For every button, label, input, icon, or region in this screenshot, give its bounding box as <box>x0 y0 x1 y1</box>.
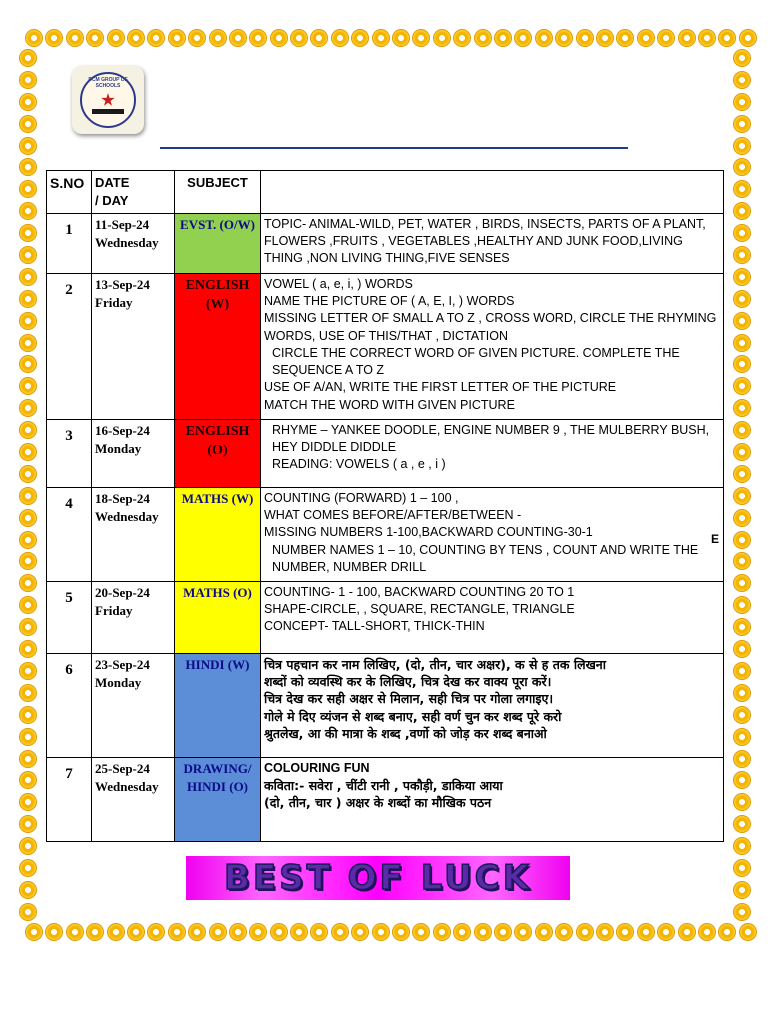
flower-icon <box>719 30 735 46</box>
row-subject: MATHS (W) <box>175 487 261 581</box>
flower-icon <box>658 924 674 940</box>
flower-icon <box>475 30 491 46</box>
row-topics <box>261 653 724 757</box>
flower-icon <box>679 30 695 46</box>
row-topics <box>261 581 724 653</box>
row-topics <box>261 419 724 487</box>
best-of-luck-banner <box>186 856 570 900</box>
row-date: 20-Sep-24 <box>95 584 150 600</box>
flower-icon <box>20 532 36 548</box>
topic-line: READING: VOWELS ( a , e , i ) <box>272 457 446 472</box>
flower-icon <box>20 553 36 569</box>
logo-band <box>92 109 124 114</box>
topic-line: चित्र पहचान कर नाम लिखिए, (दो, तीन, चार अक्षर), क से ह तक लिखना <box>264 656 606 672</box>
flower-icon <box>454 924 470 940</box>
flower-icon <box>20 575 36 591</box>
flower-icon <box>46 30 62 46</box>
row-date: 25-Sep-24 <box>95 760 150 776</box>
flower-icon <box>734 72 750 88</box>
flower-icon <box>20 619 36 635</box>
flower-icon <box>189 924 205 940</box>
flower-icon <box>108 30 124 46</box>
flower-icon <box>734 685 750 701</box>
flower-icon <box>46 924 62 940</box>
flower-icon <box>734 663 750 679</box>
row-date: 11-Sep-24 <box>95 216 150 232</box>
flower-icon <box>352 924 368 940</box>
header-subject: SUBJECT <box>175 171 261 214</box>
flower-icon <box>734 94 750 110</box>
topic-line: चित्र देख कर सही अक्षर से मिलान, सही चित्र पर गोला लगाइए। <box>264 691 554 707</box>
row-number: 6 <box>47 653 92 757</box>
flower-icon <box>638 924 654 940</box>
table-row <box>47 273 724 419</box>
topic-line: SHAPE-CIRCLE, , SQUARE, RECTANGLE, TRIANGLE <box>264 602 575 617</box>
flower-icon <box>734 247 750 263</box>
table-row <box>47 581 724 653</box>
flower-icon <box>169 30 185 46</box>
flower-icon <box>556 924 572 940</box>
row-topics <box>261 213 724 273</box>
logo-seal-icon <box>80 72 136 128</box>
flower-icon <box>556 30 572 46</box>
flower-icon <box>20 510 36 526</box>
flower-icon <box>734 816 750 832</box>
header-date-label: DATE <box>95 175 130 190</box>
flower-icon <box>67 924 83 940</box>
row-day: Friday <box>95 294 133 310</box>
table-row <box>47 757 724 841</box>
flower-icon <box>734 116 750 132</box>
flower-icon <box>332 30 348 46</box>
topic-line: MATCH THE WORD WITH GIVEN PICTURE <box>264 397 515 412</box>
flower-icon <box>20 203 36 219</box>
flower-icon <box>597 30 613 46</box>
flower-border-top <box>26 30 756 52</box>
flower-icon <box>699 30 715 46</box>
flower-icon <box>148 924 164 940</box>
flower-icon <box>413 30 429 46</box>
flower-icon <box>20 663 36 679</box>
flower-icon <box>20 641 36 657</box>
flower-icon <box>454 30 470 46</box>
flower-icon <box>20 378 36 394</box>
flower-icon <box>475 924 491 940</box>
flower-icon <box>20 488 36 504</box>
flower-icon <box>26 30 42 46</box>
flower-border-right <box>734 50 756 920</box>
flower-icon <box>495 924 511 940</box>
school-logo <box>72 66 144 134</box>
flower-icon <box>20 72 36 88</box>
topic-line: COLOURING FUN <box>264 760 370 775</box>
flower-icon <box>20 597 36 613</box>
row-subject: ENGLISH (W) <box>175 273 261 419</box>
flower-icon <box>734 751 750 767</box>
flower-icon <box>20 904 36 920</box>
row-topics <box>261 273 724 419</box>
table-header-row <box>47 171 724 214</box>
flower-icon <box>734 356 750 372</box>
flower-icon <box>20 269 36 285</box>
row-date-day <box>92 487 175 581</box>
header-topics <box>261 171 724 214</box>
topic-line: CIRCLE THE CORRECT WORD OF GIVEN PICTURE. COMPLETE THE SEQUENCE A TO Z <box>272 345 680 378</box>
flower-icon <box>20 356 36 372</box>
flower-icon <box>734 882 750 898</box>
flower-icon <box>740 30 756 46</box>
flower-icon <box>734 619 750 635</box>
header-date-day <box>92 171 175 214</box>
topic-line: MISSING LETTER OF SMALL A TO Z , CROSS WORD, CIRCLE THE RHYMING WORDS, USE OF THIS/THAT , DICTATION <box>264 311 717 343</box>
flower-icon <box>734 291 750 307</box>
row-number: 2 <box>47 273 92 419</box>
flower-icon <box>393 30 409 46</box>
row-date: 23-Sep-24 <box>95 656 150 672</box>
flower-icon <box>271 924 287 940</box>
row-date: 13-Sep-24 <box>95 276 150 292</box>
topic-line: VOWEL ( a, e, i, ) WORDS <box>264 276 413 291</box>
table-row <box>47 653 724 757</box>
flower-icon <box>617 924 633 940</box>
row-date-day <box>92 213 175 273</box>
flower-icon <box>20 860 36 876</box>
flower-icon <box>734 575 750 591</box>
row-number: 5 <box>47 581 92 653</box>
flower-icon <box>20 794 36 810</box>
flower-icon <box>734 422 750 438</box>
flower-icon <box>719 924 735 940</box>
flower-icon <box>20 772 36 788</box>
flower-icon <box>20 838 36 854</box>
logo-star-icon <box>101 93 115 107</box>
flower-icon <box>734 138 750 154</box>
topic-line: CONCEPT- TALL-SHORT, THICK-THIN <box>264 619 485 634</box>
flower-icon <box>311 30 327 46</box>
row-number: 3 <box>47 419 92 487</box>
row-date-day <box>92 653 175 757</box>
flower-icon <box>26 924 42 940</box>
flower-icon <box>169 924 185 940</box>
flower-icon <box>734 707 750 723</box>
flower-icon <box>434 30 450 46</box>
flower-icon <box>291 924 307 940</box>
flower-icon <box>108 924 124 940</box>
row-number: 4 <box>47 487 92 581</box>
flower-icon <box>373 924 389 940</box>
flower-icon <box>20 729 36 745</box>
syllabus-table <box>46 170 724 842</box>
row-date: 16-Sep-24 <box>95 422 150 438</box>
row-subject: ENGLISH (O) <box>175 419 261 487</box>
row-day: Friday <box>95 602 133 618</box>
flower-icon <box>128 924 144 940</box>
flower-icon <box>20 335 36 351</box>
side-tag: E <box>711 532 720 546</box>
flower-icon <box>734 597 750 613</box>
flower-icon <box>638 30 654 46</box>
table-row <box>47 213 724 273</box>
flower-icon <box>734 488 750 504</box>
flower-icon <box>20 422 36 438</box>
row-topics <box>261 757 724 841</box>
flower-icon <box>699 924 715 940</box>
topic-line: NAME THE PICTURE OF ( A, E, I, ) WORDS <box>264 294 515 309</box>
flower-icon <box>734 313 750 329</box>
row-date-day <box>92 419 175 487</box>
flower-icon <box>734 510 750 526</box>
flower-icon <box>291 30 307 46</box>
flower-icon <box>20 444 36 460</box>
flower-icon <box>734 772 750 788</box>
flower-icon <box>734 729 750 745</box>
flower-icon <box>332 924 348 940</box>
flower-icon <box>230 30 246 46</box>
row-day: Wednesday <box>95 778 159 794</box>
flower-icon <box>536 30 552 46</box>
flower-icon <box>734 400 750 416</box>
flower-icon <box>734 794 750 810</box>
flower-icon <box>20 159 36 175</box>
row-date-day <box>92 757 175 841</box>
flower-icon <box>734 159 750 175</box>
flower-icon <box>189 30 205 46</box>
flower-icon <box>250 924 266 940</box>
flower-icon <box>495 30 511 46</box>
flower-icon <box>210 924 226 940</box>
flower-icon <box>20 291 36 307</box>
table-row <box>47 419 724 487</box>
flower-icon <box>734 269 750 285</box>
flower-icon <box>515 924 531 940</box>
topic-line: COUNTING- 1 - 100, BACKWARD COUNTING 20 TO 1 <box>264 584 575 599</box>
flower-icon <box>734 904 750 920</box>
flower-icon <box>87 30 103 46</box>
flower-border-bottom <box>26 924 756 946</box>
topic-line: गोले मे दिए व्यंजन से शब्द बनाए, सही वर्ण चुन कर शब्द पूरे करो <box>264 708 562 724</box>
flower-icon <box>393 924 409 940</box>
flower-icon <box>734 203 750 219</box>
flower-icon <box>20 707 36 723</box>
topic-line: श्रुतलेख, आ की मात्रा के शब्द ,वर्णो को जोड़ कर शब्द बनाओ <box>264 725 547 741</box>
row-topics <box>261 487 724 581</box>
flower-icon <box>148 30 164 46</box>
flower-icon <box>20 94 36 110</box>
topic-line: TOPIC- ANIMAL-WILD, PET, WATER , BIRDS, INSECTS, PARTS OF A PLANT, FLOWERS ,FRUITS , VEGETABLES ,HEALTHY AND JUNK FOOD,LIVING THING ,NON LIVING THING,FIVE SENSES <box>264 216 706 266</box>
flower-icon <box>87 924 103 940</box>
row-subject: EVST. (O/W) <box>175 213 261 273</box>
flower-icon <box>734 641 750 657</box>
topic-line: शब्दों को व्यवस्थि कर के लिखिए, चित्र देख कर वाक्य पूरा करें। <box>264 674 552 690</box>
flower-icon <box>734 444 750 460</box>
flower-icon <box>515 30 531 46</box>
flower-icon <box>20 400 36 416</box>
topic-line: USE OF A/AN, WRITE THE FIRST LETTER OF THE PICTURE <box>264 380 617 395</box>
flower-icon <box>734 50 750 66</box>
flower-icon <box>230 924 246 940</box>
flower-icon <box>20 816 36 832</box>
flower-icon <box>734 860 750 876</box>
flower-icon <box>20 313 36 329</box>
flower-icon <box>210 30 226 46</box>
flower-icon <box>20 685 36 701</box>
row-date-day <box>92 273 175 419</box>
header-sno: S.NO <box>47 171 92 214</box>
flower-icon <box>20 225 36 241</box>
row-subject: DRAWING/ HINDI (O) <box>175 757 261 841</box>
flower-icon <box>20 116 36 132</box>
topic-line: MISSING NUMBERS 1-100,BACKWARD COUNTING-30-1 <box>264 525 593 540</box>
row-number: 1 <box>47 213 92 273</box>
flower-icon <box>617 30 633 46</box>
flower-icon <box>734 553 750 569</box>
flower-icon <box>658 30 674 46</box>
flower-icon <box>250 30 266 46</box>
flower-icon <box>734 181 750 197</box>
flower-icon <box>734 466 750 482</box>
flower-border-left <box>20 50 42 920</box>
flower-icon <box>20 751 36 767</box>
row-day: Monday <box>95 674 142 690</box>
flower-icon <box>128 30 144 46</box>
flower-icon <box>734 838 750 854</box>
flower-icon <box>740 924 756 940</box>
flower-icon <box>413 924 429 940</box>
topic-line: RHYME – YANKEE DOODLE, ENGINE NUMBER 9 , THE MULBERRY BUSH, HEY DIDDLE DIDDLE <box>272 422 710 455</box>
row-subject: HINDI (W) <box>175 653 261 757</box>
flower-icon <box>20 466 36 482</box>
flower-icon <box>352 30 368 46</box>
row-day: Monday <box>95 440 142 456</box>
flower-icon <box>67 30 83 46</box>
flower-icon <box>734 225 750 241</box>
row-date-day <box>92 581 175 653</box>
flower-icon <box>679 924 695 940</box>
flower-icon <box>536 924 552 940</box>
row-number: 7 <box>47 757 92 841</box>
flower-icon <box>597 924 613 940</box>
table-body <box>47 213 724 841</box>
topic-line: कविता:- सवेरा , चींटी रानी , पकौड़ी, डाकिया आया <box>264 778 503 794</box>
flower-icon <box>20 882 36 898</box>
flower-icon <box>434 924 450 940</box>
logo-seal-text: DCM GROUP OF SCHOOLS <box>88 77 128 89</box>
flower-icon <box>577 30 593 46</box>
topic-line: NUMBER NAMES 1 – 10, COUNTING BY TENS , COUNT AND WRITE THE NUMBER, NUMBER DRILL <box>272 542 699 574</box>
row-date: 18-Sep-24 <box>95 490 150 506</box>
flower-icon <box>20 247 36 263</box>
topic-line: (दो, तीन, चार ) अक्षर के शब्दों का मौखिक पठन <box>264 795 492 811</box>
flower-icon <box>734 532 750 548</box>
flower-icon <box>20 50 36 66</box>
title-underline <box>160 147 628 149</box>
row-day: Wednesday <box>95 234 159 250</box>
banner-text: BEST OF LUCK <box>224 858 532 898</box>
flower-icon <box>734 378 750 394</box>
header-day-label: / DAY <box>95 192 129 208</box>
flower-icon <box>734 335 750 351</box>
row-subject: MATHS (O) <box>175 581 261 653</box>
row-day: Wednesday <box>95 508 159 524</box>
flower-icon <box>373 30 389 46</box>
flower-icon <box>20 181 36 197</box>
flower-icon <box>311 924 327 940</box>
topic-line: COUNTING (FORWARD) 1 – 100 , <box>264 490 459 505</box>
flower-icon <box>271 30 287 46</box>
flower-icon <box>20 138 36 154</box>
table-row <box>47 487 724 581</box>
flower-icon <box>577 924 593 940</box>
topic-line: WHAT COMES BEFORE/AFTER/BETWEEN - <box>264 508 522 523</box>
